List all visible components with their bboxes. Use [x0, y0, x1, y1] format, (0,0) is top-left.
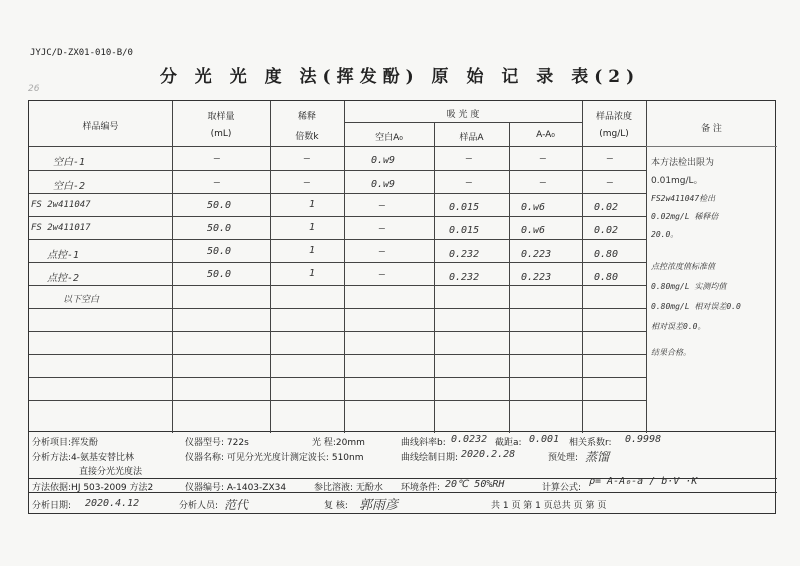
row-a-minus-a0: 0.223 — [521, 272, 552, 283]
row-sample-id: FS 2w411047 — [31, 200, 91, 210]
remark-note: 相对误差0.0。 — [651, 322, 706, 331]
light-path-label: 光 程: — [312, 438, 336, 448]
header-blank: 空白A₀ — [375, 133, 403, 143]
remark-detection-value: 0.01mg/L。 — [651, 176, 703, 186]
remark-note: 0.02mg/L 稀释倍 — [651, 212, 719, 221]
row-volume: 50.0 — [207, 269, 232, 280]
row-sample-id: 点控-2 — [47, 273, 80, 284]
instrument-no-label: 仪器编号: — [185, 483, 225, 493]
curve-date-label: 曲线绘制日期: — [401, 453, 459, 463]
instrument-no: A-1403-ZX34 — [226, 483, 287, 493]
remark-note: 20.0。 — [651, 230, 679, 239]
row-sample-a: 0.232 — [449, 249, 480, 260]
row-a-minus-a0: — — [540, 153, 547, 164]
row-volume: 50.0 — [207, 200, 232, 211]
row-volume: 50.0 — [207, 223, 232, 234]
correlation-label: 相关系数r: — [569, 438, 612, 448]
remark-note: 0.80mg/L 相对误差0.0 — [651, 302, 741, 311]
reference-solution: 无酚水 — [355, 483, 383, 493]
doc-code: JYJC/D-ZX01-010-B/0 — [30, 48, 133, 58]
analysis-method-label: 分析方法: — [32, 453, 72, 463]
row-a-minus-a0: — — [540, 177, 547, 188]
slope-value: 0.0232 — [451, 434, 488, 445]
header-volume-unit: (mL) — [210, 129, 232, 139]
reviewer-signature: 郭雨彦 — [359, 498, 399, 513]
instrument-model-label: 仪器型号: — [185, 438, 225, 448]
analysis-date: 2020.4.12 — [85, 498, 140, 509]
correlation-value: 0.9998 — [625, 434, 662, 445]
margin-mark: 26 — [28, 84, 40, 94]
pretreat-value: 蒸馏 — [585, 450, 610, 464]
row-conc: 0.80 — [594, 249, 619, 260]
row-conc: 0.80 — [594, 272, 619, 283]
record-table — [28, 100, 776, 432]
row-sample-a: 0.015 — [449, 202, 480, 213]
remark-note: 结果合格。 — [651, 348, 691, 357]
row-sample-id: FS 2w411017 — [31, 223, 91, 233]
header-dilution: 稀释 — [297, 112, 316, 122]
row-dilution: — — [304, 177, 311, 188]
instrument-name: 可见分光光度计测定波长: — [226, 453, 329, 463]
row-blank: — — [379, 246, 386, 257]
row-conc: 0.02 — [594, 225, 619, 236]
remark-note: 0.80mg/L 实测均值 — [651, 282, 727, 291]
row-volume: — — [214, 177, 221, 188]
analyst-label: 分析人员: — [179, 501, 219, 511]
row-sample-a: 0.232 — [449, 272, 480, 283]
page-counter: 共 1 页 第 1 页总共 页 第 页 — [491, 501, 607, 511]
row-volume: 50.0 — [207, 246, 232, 257]
row-blank: — — [379, 223, 386, 234]
row-a-minus-a0: 0.w6 — [521, 225, 546, 236]
row-sample-id: 空白-2 — [53, 181, 86, 192]
row-volume: — — [214, 153, 221, 164]
analysis-item: 挥发酚 — [71, 438, 99, 448]
row-conc: — — [607, 177, 614, 188]
header-sample-a: 样品A — [459, 133, 484, 143]
wavelength: 510nm — [331, 453, 364, 463]
slope-label: 曲线斜率b: — [401, 438, 446, 448]
header-remark: 备 注 — [701, 124, 722, 134]
analysis-item-label: 分析项目: — [32, 438, 72, 448]
intercept-value: 0.001 — [529, 434, 560, 445]
row-blank: — — [379, 200, 386, 211]
row-a-minus-a0: 0.223 — [521, 249, 552, 260]
row-dilution: 1 — [309, 199, 316, 210]
row-dilution: 1 — [309, 245, 316, 256]
row-blank: 0.w9 — [371, 155, 396, 166]
row-sample-id: 点控-1 — [47, 250, 80, 261]
page-title: 分 光 光 度 法(挥发酚) 原 始 记 录 表(2) — [159, 67, 641, 87]
footer-info — [28, 432, 776, 514]
row-sample-id: 以下空白 — [63, 295, 100, 305]
environment-label: 环境条件: — [401, 483, 441, 493]
row-sample-id: 空白-1 — [53, 157, 86, 168]
formula-label: 计算公式: — [542, 483, 582, 493]
remark-note: FS2w411047检出 — [651, 194, 716, 203]
environment-value: 20℃ 50%RH — [445, 479, 505, 490]
instrument-name-label: 仪器名称: — [185, 453, 225, 463]
intercept-label: 截距a: — [495, 438, 522, 448]
row-dilution: — — [304, 153, 311, 164]
instrument-model: 722s — [226, 438, 249, 448]
row-dilution: 1 — [309, 222, 316, 233]
row-blank: — — [379, 269, 386, 280]
analysis-date-label: 分析日期: — [32, 501, 72, 511]
row-sample-a: — — [466, 177, 473, 188]
pretreat-label: 预处理: — [548, 453, 579, 463]
reference-label: 参比溶液: — [314, 483, 354, 493]
row-a-minus-a0: 0.w6 — [521, 202, 546, 213]
light-path: 20mm — [335, 438, 365, 448]
header-volume: 取样量 — [207, 112, 235, 122]
row-conc: 0.02 — [594, 202, 619, 213]
formula-value: ρ= A-A₀-a / b·V ·K — [589, 476, 698, 487]
header-absorbance: 吸 光 度 — [446, 110, 480, 120]
reviewer-label: 复 核: — [324, 501, 348, 511]
analysis-method: 4-氨基安替比林 — [71, 453, 135, 463]
row-sample-a: 0.015 — [449, 225, 480, 236]
header-a-minus-a0: A-A₀ — [536, 130, 555, 140]
method-basis-label: 方法依据: — [32, 483, 72, 493]
remark-detection-limit: 本方法检出限为 — [651, 158, 715, 168]
header-sample-no: 样品编号 — [82, 122, 119, 132]
row-blank: 0.w9 — [371, 179, 396, 190]
header-conc-unit: (mg/L) — [599, 129, 629, 139]
header-conc: 样品浓度 — [595, 112, 632, 122]
row-dilution: 1 — [309, 268, 316, 279]
row-sample-a: — — [466, 153, 473, 164]
method-basis: HJ 503-2009 方法2 — [71, 483, 154, 493]
analysis-method-2: 直接分光光度法 — [79, 467, 143, 477]
row-conc: — — [607, 153, 614, 164]
analyst-signature: 范代 — [224, 498, 249, 512]
curve-date: 2020.2.28 — [461, 449, 516, 460]
remark-note: 点控浓度值标准值 — [651, 262, 715, 271]
header-dilution-sub: 倍数k — [295, 132, 319, 142]
